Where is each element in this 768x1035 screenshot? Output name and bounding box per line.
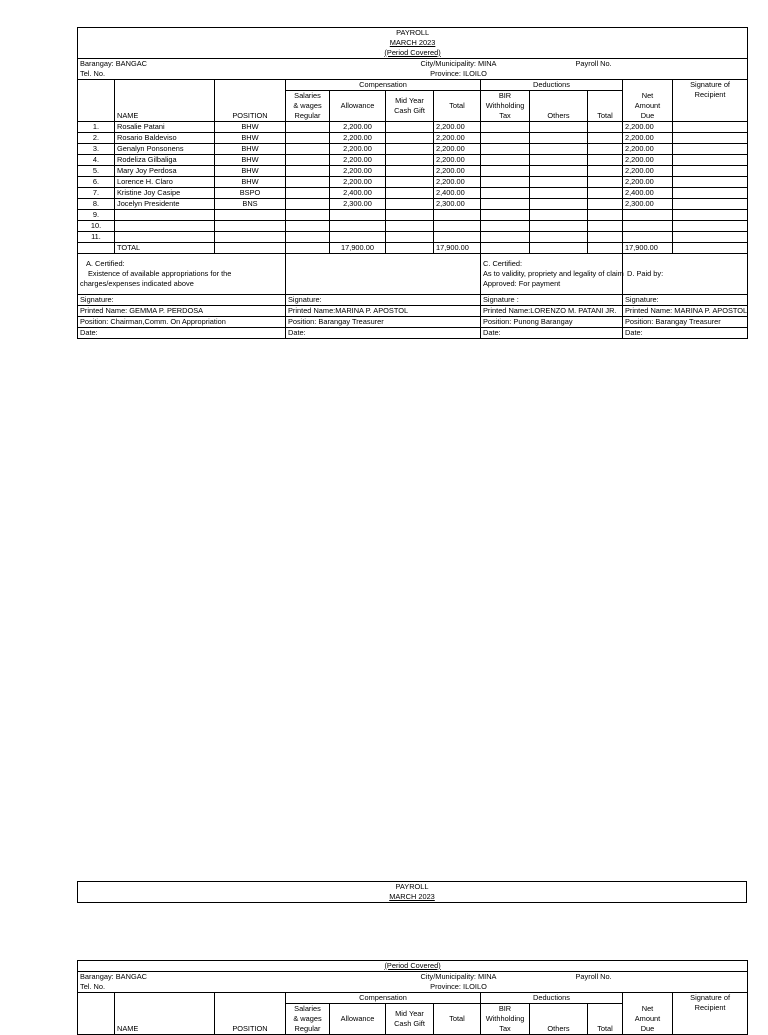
row-number: 3. <box>78 144 115 155</box>
bir-cell <box>481 133 530 144</box>
total-cell: 2,300.00 <box>434 199 481 210</box>
allowance-cell: 2,200.00 <box>330 122 386 133</box>
employee-position: BHW <box>215 177 286 188</box>
total-cell: 2,200.00 <box>434 166 481 177</box>
payroll-sheet-1 <box>77 27 747 339</box>
deductions-header: Deductions <box>481 80 623 91</box>
table-row <box>78 133 748 144</box>
midyear-cell <box>386 155 434 166</box>
employee-name: Rosario Baldeviso <box>115 133 215 144</box>
payroll-table <box>77 27 748 339</box>
net-amount-cell <box>623 232 673 243</box>
salaries-cell <box>286 221 330 232</box>
bir-cell <box>481 188 530 199</box>
employee-position <box>215 221 286 232</box>
barangay-label-2: Barangay: BANGAC <box>78 972 330 983</box>
employee-position <box>215 232 286 243</box>
midyear-cell <box>386 166 434 177</box>
bir-header: BIR Withholding Tax <box>485 91 525 120</box>
midyear-cell <box>386 177 434 188</box>
employee-position: BHW <box>215 144 286 155</box>
bir-cell <box>481 144 530 155</box>
row-number: 11. <box>78 232 115 243</box>
bir-cell <box>481 177 530 188</box>
bir-header-2: BIR Withholding Tax <box>485 1004 525 1033</box>
dedtotal-cell <box>588 177 623 188</box>
sig-cell <box>673 210 748 221</box>
dedtotal-cell <box>588 166 623 177</box>
total-label: TOTAL <box>115 243 215 254</box>
compensation-header: Compensation <box>286 80 481 91</box>
others-cell <box>530 188 588 199</box>
table-row <box>78 166 748 177</box>
row-number: 5. <box>78 166 115 177</box>
row-number: 6. <box>78 177 115 188</box>
salaries-cell <box>286 210 330 221</box>
payroll-no-label: Payroll No. <box>530 59 748 70</box>
net-amount-cell: 2,200.00 <box>623 177 673 188</box>
table-row <box>78 221 748 232</box>
signature-d: Signature: <box>623 295 748 306</box>
midyear-cell <box>386 122 434 133</box>
total-allowance: 17,900.00 <box>330 243 386 254</box>
payroll-month-2: MARCH 2023 <box>78 892 747 903</box>
sig-cell <box>673 177 748 188</box>
row-number: 1. <box>78 122 115 133</box>
allowance-cell <box>330 210 386 221</box>
others-header: Others <box>530 91 588 122</box>
net-amount-cell: 2,400.00 <box>623 188 673 199</box>
employee-name: Lorence H. Claro <box>115 177 215 188</box>
net-amount-header: Net Amount Due <box>634 90 661 120</box>
compensation-header-2: Compensation <box>286 993 481 1004</box>
total-cell: 2,200.00 <box>434 177 481 188</box>
others-cell <box>530 177 588 188</box>
signature-c: Signature : <box>481 295 623 306</box>
allowance-cell: 2,200.00 <box>330 166 386 177</box>
tel-label: Tel. No. <box>78 69 330 80</box>
row-number: 9. <box>78 210 115 221</box>
net-amount-cell: 2,200.00 <box>623 133 673 144</box>
payroll-no-label-2: Payroll No. <box>530 972 748 983</box>
date-a: Date: <box>78 328 286 339</box>
position-b: Position: Barangay Treasurer <box>286 317 481 328</box>
others-cell <box>530 144 588 155</box>
total-cell <box>434 232 481 243</box>
salaries-cell <box>286 166 330 177</box>
net-amount-cell: 2,200.00 <box>623 155 673 166</box>
table-row <box>78 177 748 188</box>
sig-cell <box>673 199 748 210</box>
payroll-title: PAYROLL <box>78 28 748 39</box>
others-header-2: Others <box>530 1004 588 1035</box>
allowance-cell: 2,400.00 <box>330 188 386 199</box>
total-cell: 2,400.00 <box>434 188 481 199</box>
cert-c-approved: Approved: For payment <box>483 279 561 288</box>
allowance-header-2: Allowance <box>330 1004 386 1035</box>
printed-name-d: Printed Name: MARINA P. APOSTOL <box>623 306 748 317</box>
net-amount-cell: 2,300.00 <box>623 199 673 210</box>
net-amount-cell: 2,200.00 <box>623 144 673 155</box>
employee-name: Genalyn Ponsonens <box>115 144 215 155</box>
name-header-2: NAME <box>115 1004 215 1035</box>
employee-name: Rosalie Patani <box>115 122 215 133</box>
table-row <box>78 155 748 166</box>
table-row <box>78 199 748 210</box>
signature-a: Signature: <box>78 295 286 306</box>
others-cell <box>530 199 588 210</box>
position-header: POSITION <box>215 91 286 122</box>
net-amount-header-2: Net Amount Due <box>634 1003 661 1033</box>
employee-name <box>115 221 215 232</box>
table-row <box>78 188 748 199</box>
signature-header: Signature of Recipient <box>690 80 730 99</box>
period-covered: (Period Covered) <box>78 48 748 59</box>
salaries-cell <box>286 177 330 188</box>
bir-cell <box>481 122 530 133</box>
city-label-2: City/Municipality: MINA <box>330 972 530 983</box>
salaries-cell <box>286 122 330 133</box>
tel-label-2: Tel. No. <box>78 982 330 993</box>
payroll-title-2: PAYROLL <box>78 882 747 893</box>
table-row <box>78 232 748 243</box>
employee-position: BNS <box>215 199 286 210</box>
payroll-sheet-2 <box>77 960 747 1033</box>
period-covered-2: (Period Covered) <box>78 961 748 972</box>
allowance-cell <box>330 221 386 232</box>
employee-position <box>215 210 286 221</box>
employee-name: Kristine Joy Casipe <box>115 188 215 199</box>
total-cell <box>434 210 481 221</box>
total-net: 17,900.00 <box>623 243 673 254</box>
allowance-header: Allowance <box>330 91 386 122</box>
sig-cell <box>673 122 748 133</box>
salaries-header: Salaries & wages Regular <box>293 91 322 120</box>
employee-name: Rodeliza Gilbaliga <box>115 155 215 166</box>
employee-position: BSPO <box>215 188 286 199</box>
others-cell <box>530 221 588 232</box>
dedtotal-cell <box>588 232 623 243</box>
midyear-cell <box>386 188 434 199</box>
cert-a-text: Existence of available appropriations for the charges/expenses indicated above <box>80 269 232 288</box>
barangay-label: Barangay: BANGAC <box>78 59 330 70</box>
payroll-title-box-2 <box>77 881 747 903</box>
midyear-header-2: Mid Year Cash Gift <box>394 1009 425 1028</box>
midyear-cell <box>386 232 434 243</box>
employee-position: BHW <box>215 133 286 144</box>
employee-position: BHW <box>215 155 286 166</box>
bir-cell <box>481 232 530 243</box>
midyear-cell <box>386 221 434 232</box>
allowance-cell: 2,200.00 <box>330 144 386 155</box>
allowance-cell: 2,200.00 <box>330 155 386 166</box>
signature-header-2: Signature of Recipient <box>690 993 730 1012</box>
allowance-cell: 2,200.00 <box>330 177 386 188</box>
province-label-2: Province: ILOILO <box>330 982 530 993</box>
total-header-2: Total <box>434 1004 481 1035</box>
date-d: Date: <box>623 328 748 339</box>
table-row <box>78 122 748 133</box>
employee-name: Jocelyn Presidente <box>115 199 215 210</box>
deduction-total-header-2: Total <box>588 1004 623 1035</box>
dedtotal-cell <box>588 210 623 221</box>
salaries-cell <box>286 199 330 210</box>
midyear-cell <box>386 133 434 144</box>
dedtotal-cell <box>588 133 623 144</box>
row-number: 10. <box>78 221 115 232</box>
printed-name-c: Printed Name:LORENZO M. PATANI JR. <box>481 306 623 317</box>
deductions-header-2: Deductions <box>481 993 623 1004</box>
sig-cell <box>673 166 748 177</box>
bir-cell <box>481 155 530 166</box>
net-amount-cell <box>623 221 673 232</box>
others-cell <box>530 210 588 221</box>
dedtotal-cell <box>588 122 623 133</box>
salaries-header-2: Salaries & wages Regular <box>293 1004 322 1033</box>
midyear-header: Mid Year Cash Gift <box>394 96 425 115</box>
bir-cell <box>481 166 530 177</box>
cert-d-title: D. Paid by: <box>627 269 664 278</box>
total-row <box>78 243 748 254</box>
cert-a-title: A. Certified: <box>86 259 125 268</box>
deduction-total-header: Total <box>588 91 623 122</box>
row-number: 7. <box>78 188 115 199</box>
position-header-2: POSITION <box>215 1004 286 1035</box>
total-header: Total <box>434 91 481 122</box>
date-b: Date: <box>286 328 481 339</box>
others-cell <box>530 232 588 243</box>
table-row <box>78 144 748 155</box>
bir-cell <box>481 221 530 232</box>
sig-cell <box>673 232 748 243</box>
printed-name-b: Printed Name:MARINA P. APOSTOL <box>286 306 481 317</box>
sig-cell <box>673 221 748 232</box>
position-c: Position: Punong Barangay <box>481 317 623 328</box>
position-d: Position: Barangay Treasurer <box>623 317 748 328</box>
net-amount-cell <box>623 210 673 221</box>
total-cell <box>434 221 481 232</box>
employee-name <box>115 210 215 221</box>
province-label: Province: ILOILO <box>330 69 530 80</box>
bir-cell <box>481 199 530 210</box>
payroll-month: MARCH 2023 <box>78 38 748 48</box>
row-number: 4. <box>78 155 115 166</box>
row-number: 2. <box>78 133 115 144</box>
sig-cell <box>673 144 748 155</box>
total-cell: 2,200.00 <box>434 144 481 155</box>
salaries-cell <box>286 232 330 243</box>
signature-b: Signature: <box>286 295 481 306</box>
sig-cell <box>673 155 748 166</box>
sig-cell <box>673 133 748 144</box>
cert-c-text: As to validity, propriety and legality of claim <box>483 269 624 278</box>
allowance-cell: 2,300.00 <box>330 199 386 210</box>
employee-position: BHW <box>215 122 286 133</box>
net-amount-cell: 2,200.00 <box>623 122 673 133</box>
bir-cell <box>481 210 530 221</box>
employee-name: Mary Joy Perdosa <box>115 166 215 177</box>
midyear-cell <box>386 199 434 210</box>
dedtotal-cell <box>588 155 623 166</box>
cert-c-title: C. Certified: <box>483 259 523 268</box>
total-total: 17,900.00 <box>434 243 481 254</box>
salaries-cell <box>286 155 330 166</box>
midyear-cell <box>386 144 434 155</box>
allowance-cell <box>330 232 386 243</box>
total-cell: 2,200.00 <box>434 133 481 144</box>
salaries-cell <box>286 188 330 199</box>
dedtotal-cell <box>588 188 623 199</box>
city-label: City/Municipality: MINA <box>330 59 530 70</box>
employee-position: BHW <box>215 166 286 177</box>
others-cell <box>530 122 588 133</box>
sig-cell <box>673 188 748 199</box>
total-cell: 2,200.00 <box>434 122 481 133</box>
name-header: NAME <box>115 91 215 122</box>
others-cell <box>530 166 588 177</box>
row-number: 8. <box>78 199 115 210</box>
position-a: Position: Chairman,Comm. On Appropriation <box>78 317 286 328</box>
dedtotal-cell <box>588 144 623 155</box>
dedtotal-cell <box>588 199 623 210</box>
date-c: Date: <box>481 328 623 339</box>
midyear-cell <box>386 210 434 221</box>
employee-name <box>115 232 215 243</box>
allowance-cell: 2,200.00 <box>330 133 386 144</box>
payroll-rows <box>78 122 748 243</box>
salaries-cell <box>286 144 330 155</box>
printed-name-a: Printed Name: GEMMA P. PERDOSA <box>78 306 286 317</box>
net-amount-cell: 2,200.00 <box>623 166 673 177</box>
dedtotal-cell <box>588 221 623 232</box>
others-cell <box>530 133 588 144</box>
table-row <box>78 210 748 221</box>
total-cell: 2,200.00 <box>434 155 481 166</box>
others-cell <box>530 155 588 166</box>
salaries-cell <box>286 133 330 144</box>
